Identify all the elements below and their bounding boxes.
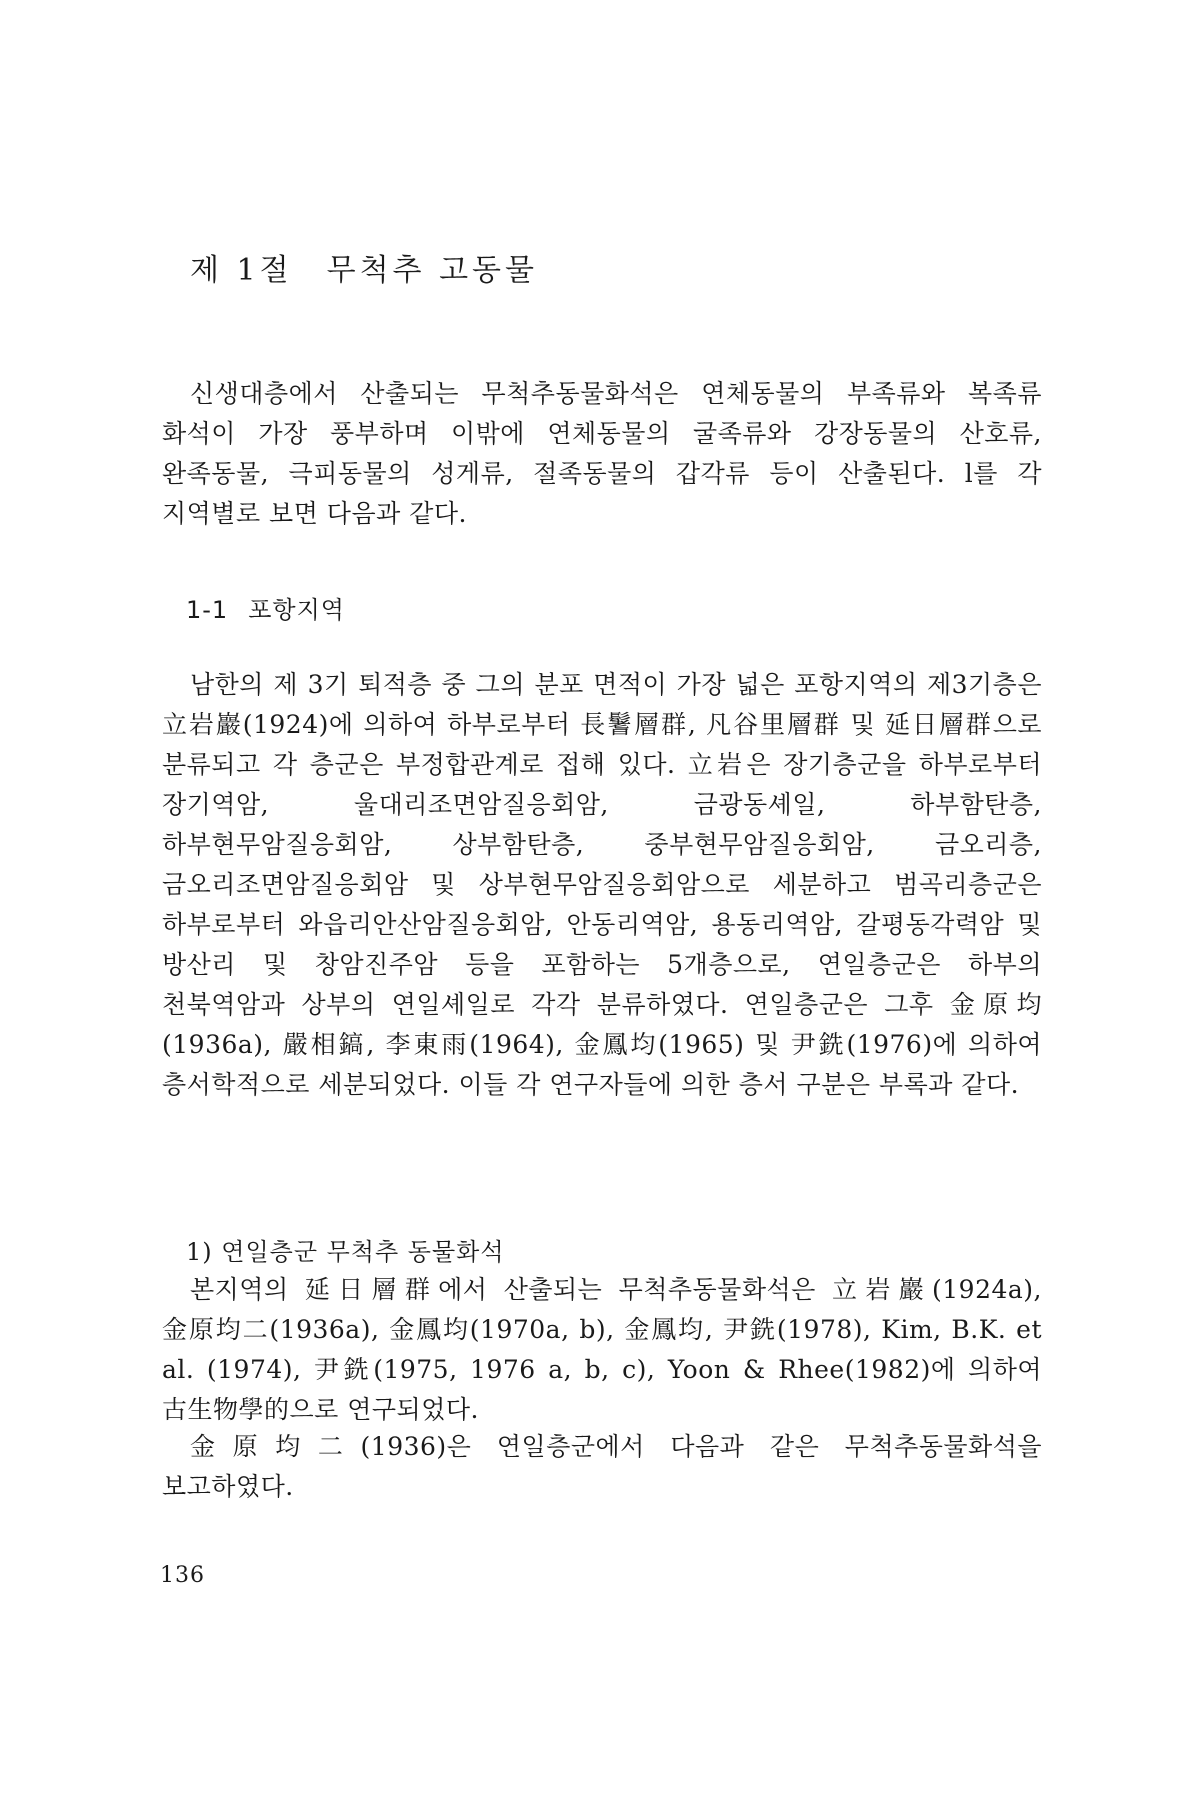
pohang-paragraph-block	[162, 665, 1042, 1105]
section-title-text: 무척추 고동물	[326, 253, 539, 288]
report-paragraph-block	[162, 1427, 1042, 1507]
page-number: 136	[160, 1563, 205, 1588]
subsection-heading	[186, 590, 345, 625]
subsection-number: 1-1	[186, 596, 229, 624]
intro-paragraph-block	[162, 374, 1042, 534]
intro-paragraph: 신생대층에서 산출되는 무척추동물화석은 연체동물의 부족류와 복족류 화석이 가장 풍부하며 이밖에 연체동물의 굴족류와 강장동물의 산호류, 완족동물, 극피동물의 성게류, 절족동물의 갑각류 등이 산출된다. l를 각 지역별로 보면 다음과 같다.	[162, 379, 1042, 528]
subsection-title: 포항지역	[248, 596, 345, 624]
pohang-paragraph: 남한의 제 3기 퇴적층 중 그의 분포 면적이 가장 넓은 포항지역의 제3기층은 立岩巖(1924)에 의하여 하부로부터 長鬐層群, 凡谷里層群 및 延日層群으로 분류되고 각 층군은 부정합관계로 접해 있다. 立岩은 장기층군을 하부로부터 장기역암, 울대리조면암질응회암, 금광동셰일, 하부함탄층, 하부현무암질응회암, 상부함탄층, 중부현무암질응회암, 금오리층, 금오리조면암질응회암 및 상부현무암질응회암으로 세분하고 범곡리층군은 하부로부터 와읍리안산암질응회암, 안동리역암, 용동리역암, 갈평동각력암 및 방산리 및 창암진주암 등을 포함하는 5개층으로, 연일층군은 하부의 천북역암과 상부의 연일셰일로 각각 분류하였다. 연일층군은 그후 金原均(1936a), 嚴相鎬, 李東雨(1964), 金鳳均(1965) 및 尹銑(1976)에 의하여 층서학적으로 세분되었다. 이들 각 연구자들에 의한 층서 구분은 부록과 같다.	[162, 670, 1042, 1099]
yeonil-paragraph-block	[162, 1270, 1042, 1430]
yeonil-paragraph: 본지역의 延日層群에서 산출되는 무척추동물화석은 立岩巖(1924a), 金原均二(1936a), 金鳳均(1970a, b), 金鳳均, 尹銑(1978), Kim, B.K. et al. (1974), 尹銑(1975, 1976 a, b, c), Yoon & Rhee(1982)에 의하여 古生物學的으로 연구되었다.	[162, 1275, 1042, 1424]
section-title	[190, 245, 538, 289]
yeonil-heading: 1) 연일층군 무척추 동물화석	[186, 1238, 505, 1266]
report-paragraph: 金原均二(1936)은 연일층군에서 다음과 같은 무척추동물화석을 보고하였다.	[162, 1432, 1042, 1501]
chapter-label: 제 1절	[190, 253, 293, 288]
